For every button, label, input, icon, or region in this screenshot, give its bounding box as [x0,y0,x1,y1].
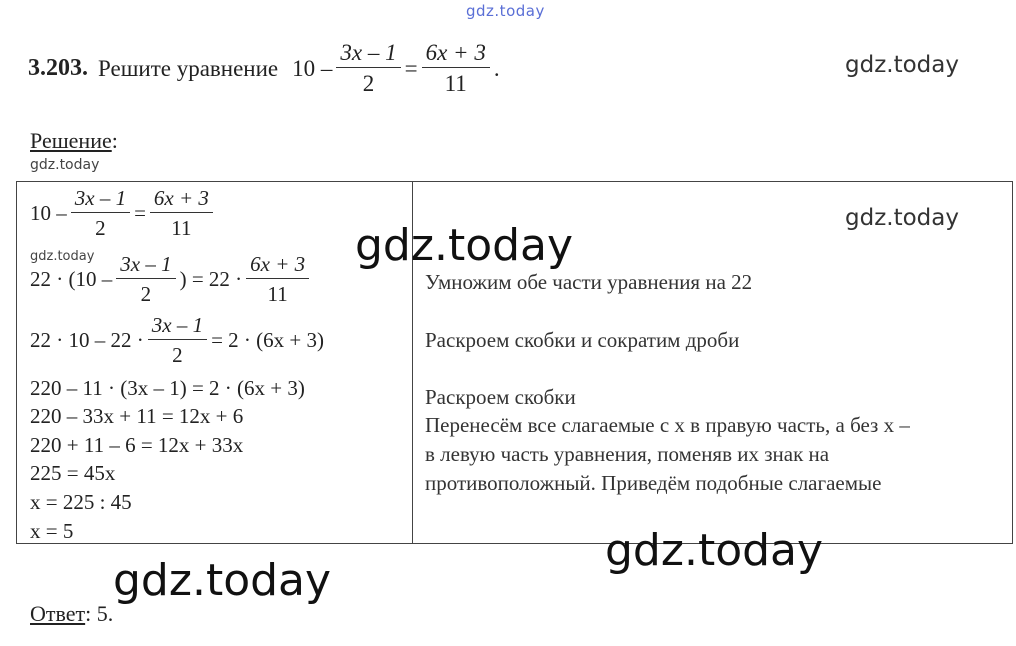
task-fraction-1 [336,40,400,97]
watermark-in-box-right: gdz.today [845,205,959,231]
step-2-pre: 22 · (10 – [30,267,113,291]
step-5: 220 – 33x + 11 = 12x + 6 [30,404,244,428]
watermark-in-box-small: gdz.today [30,249,95,264]
step-4: 220 – 11 · (3x – 1) = 2 · (6x + 3) [30,376,305,400]
note-2: Раскроем скобки и сократим дроби [425,328,740,352]
solution-label-text: Решение [30,128,112,153]
watermark-header-right: gdz.today [845,52,959,78]
task-frac1-denominator: 2 [362,71,375,96]
task-statement [28,40,500,97]
step-1 [30,186,217,241]
step-2-fraction-1 [116,252,175,307]
task-fraction-2 [422,40,490,97]
watermark-below-label: gdz.today [30,157,100,173]
step-1-fraction-1 [71,186,130,241]
step-6: 220 + 11 – 6 = 12x + 33x [30,433,244,457]
step-1-frac1-num: 3x – 1 [71,186,130,213]
task-lhs-const: 10 – [292,55,333,81]
step-2-frac2-num: 6x + 3 [246,252,309,279]
note-3: Раскроем скобки [425,385,576,409]
task-end: . [493,55,500,81]
watermark-top: gdz.today [466,2,545,20]
step-2-fraction-2 [246,252,309,307]
watermark-big-bottom-left: gdz.today [113,555,332,606]
task-frac1-numerator: 3x – 1 [336,40,400,68]
step-1-frac1-den: 2 [95,216,106,240]
step-2-frac1-num: 3x – 1 [116,252,175,279]
step-3-frac-num: 3x – 1 [148,313,207,340]
note-4-line-3: противоположный. Приведём подобные слагаемые [425,471,882,495]
answer [30,601,113,627]
task-equals: = [404,55,418,81]
solution-label [30,128,118,154]
task-frac2-denominator: 11 [444,71,467,96]
step-1-frac2-den: 11 [171,216,192,240]
step-2 [30,252,313,307]
step-8: x = 225 : 45 [30,490,132,514]
step-3-pre: 22 · 10 – 22 · [30,328,144,352]
step-3-fraction [148,313,207,368]
step-2-mid: ) = 22 · [179,267,243,291]
step-2-frac1-den: 2 [140,282,152,306]
step-1-fraction-2 [150,186,213,241]
answer-value: : 5. [85,601,114,626]
answer-label: Ответ [30,601,86,626]
task-text: Решите уравнение [98,55,279,81]
step-3-post: = 2 · (6x + 3) [211,328,324,352]
task-number: 3.203. [28,55,88,81]
watermark-big-center: gdz.today [355,220,574,271]
watermark-big-bottom-right: gdz.today [605,525,824,576]
solution-label-colon: : [111,128,118,153]
step-3 [30,313,324,368]
step-9: x = 5 [30,519,74,543]
step-1-pre: 10 – [30,201,67,225]
task-frac2-numerator: 6x + 3 [422,40,490,68]
note-1: Умножим обе части уравнения на 22 [425,270,753,294]
step-1-eq: = [134,201,146,225]
step-1-frac2-num: 6x + 3 [150,186,213,213]
note-4-line-2: в левую часть уравнения, поменяв их знак на [425,442,830,466]
step-2-frac2-den: 11 [267,282,288,306]
note-4-line-1: Перенесём все слагаемые с x в правую часть, а без x – [425,413,910,437]
step-3-frac-den: 2 [172,343,183,367]
step-7: 225 = 45x [30,461,116,485]
